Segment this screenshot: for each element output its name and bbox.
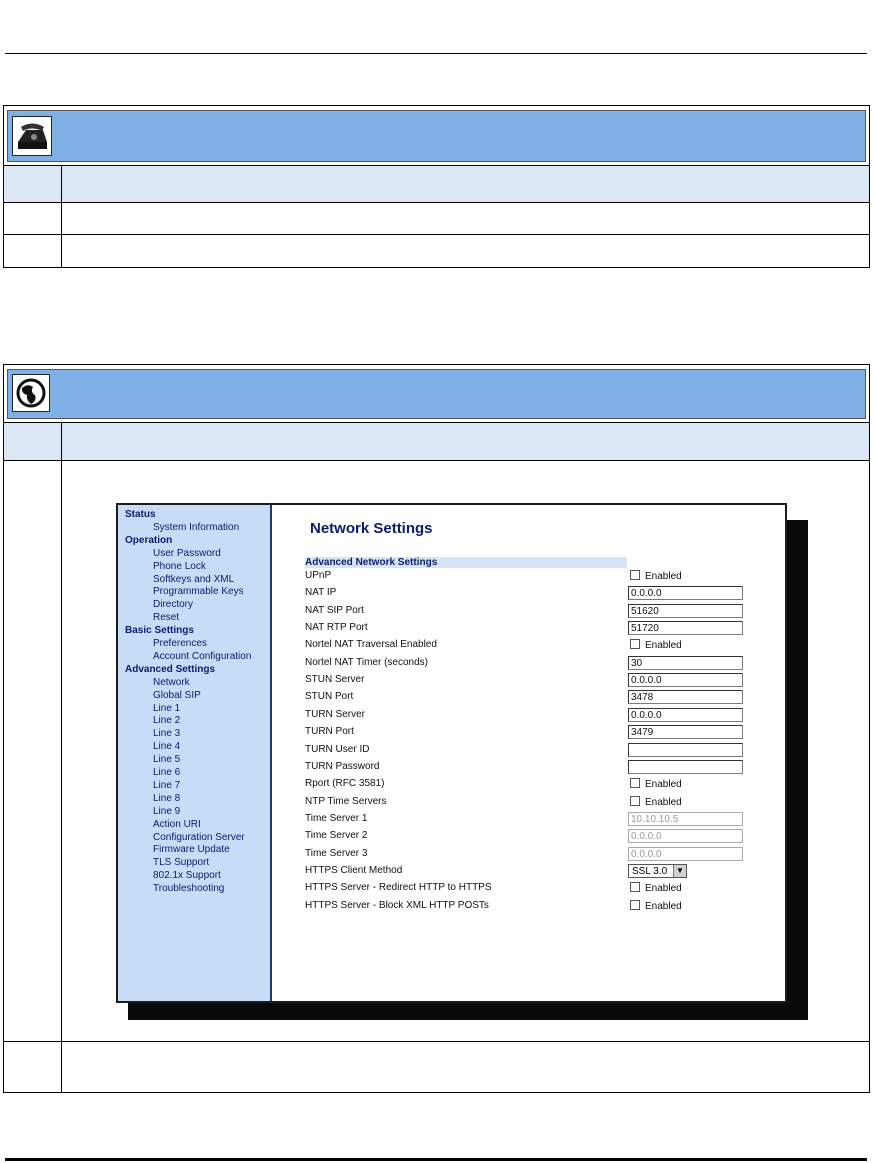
sidebar-item-firmware-update[interactable]: Firmware Update (153, 844, 230, 856)
nat-rtp-port-field[interactable]: 51720 (628, 621, 743, 635)
turn-port-field[interactable]: 3479 (628, 725, 743, 739)
web-ui-screenshot (116, 503, 787, 1003)
turn-server-field[interactable]: 0.0.0.0 (628, 708, 743, 722)
sidebar-item-basic-settings[interactable]: Basic Settings (125, 625, 194, 637)
sidebar-item-troubleshooting[interactable]: Troubleshooting (153, 883, 225, 895)
checkbox-box[interactable] (630, 570, 640, 580)
sidebar-item-tls-support[interactable]: TLS Support (153, 857, 210, 869)
checkbox-label: Enabled (645, 900, 682, 912)
sidebar-item-action-uri[interactable]: Action URI (153, 818, 201, 830)
rport-rfc-3581-checkbox[interactable] (630, 778, 682, 791)
nortel-nat-traversal-enabled-label: Nortel NAT Traversal Enabled (305, 639, 437, 651)
sidebar-item-line-4[interactable]: Line 4 (153, 741, 181, 753)
turn-user-id-field[interactable] (628, 743, 743, 757)
sidebar-item-reset[interactable]: Reset (153, 612, 180, 624)
footer-rule (5, 1158, 867, 1161)
checkbox-box[interactable] (630, 882, 640, 892)
globe-icon (12, 374, 50, 412)
network-settings-panel (272, 505, 785, 1001)
sidebar-item-user-password[interactable]: User Password (153, 547, 221, 559)
checkbox-box[interactable] (630, 900, 640, 910)
sidebar-item-programmable-keys[interactable]: Programmable Keys (153, 586, 244, 598)
page-title: Network Settings (310, 520, 433, 537)
sidebar-item-line-5[interactable]: Line 5 (153, 754, 181, 766)
sidebar-item-network[interactable]: Network (153, 676, 190, 688)
ntp-time-servers-label: NTP Time Servers (305, 795, 387, 807)
sidebar-nav (118, 505, 272, 1001)
table-row (4, 202, 869, 234)
upnp-label: UPnP (305, 570, 332, 581)
checkbox-box[interactable] (630, 796, 640, 806)
nortel-nat-timer-seconds-label: Nortel NAT Timer (seconds) (305, 656, 428, 668)
nat-sip-port-label: NAT SIP Port (305, 604, 364, 616)
nat-rtp-port-label: NAT RTP Port (305, 622, 368, 634)
sidebar-item-line-9[interactable]: Line 9 (153, 805, 181, 817)
chevron-down-icon[interactable]: ▼ (673, 865, 686, 877)
sidebar-item-line-8[interactable]: Line 8 (153, 792, 181, 804)
phone-icon (12, 116, 52, 156)
phone-ui-column-header (4, 165, 869, 202)
select-value: SSL 3.0 (632, 865, 668, 877)
sidebar-item-operation[interactable]: Operation (125, 534, 173, 546)
stun-server-label: STUN Server (305, 674, 365, 686)
nat-ip-label: NAT IP (305, 587, 337, 599)
checkbox-label: Enabled (645, 779, 682, 791)
web-ui-header (7, 369, 866, 419)
sidebar-item-preferences[interactable]: Preferences (153, 638, 207, 649)
https-server-redirect-http-to-https-label: HTTPS Server - Redirect HTTP to HTTPS (305, 882, 492, 894)
checkbox-box[interactable] (630, 639, 640, 649)
sidebar-item-directory[interactable]: Directory (153, 599, 194, 611)
nat-sip-port-field[interactable]: 51620 (628, 604, 743, 618)
nat-ip-field[interactable]: 0.0.0.0 (628, 586, 743, 600)
sidebar-item-advanced-settings[interactable]: Advanced Settings (125, 663, 216, 675)
https-server-block-xml-http-posts-label: HTTPS Server - Block XML HTTP POSTs (305, 899, 489, 911)
checkbox-label: Enabled (645, 640, 682, 652)
https-server-redirect-http-to-https-checkbox[interactable] (630, 882, 682, 895)
phone-ui-header (7, 110, 866, 162)
header-rule (5, 53, 867, 54)
checkbox-label: Enabled (645, 796, 682, 808)
ntp-time-servers-checkbox[interactable] (630, 796, 682, 809)
time-server-3-label: Time Server 3 (305, 847, 368, 859)
sidebar-item-line-2[interactable]: Line 2 (153, 715, 181, 727)
nortel-nat-timer-seconds-field[interactable]: 30 (628, 656, 743, 670)
turn-port-label: TURN Port (305, 726, 354, 738)
sidebar-item-softkeys-and-xml[interactable]: Softkeys and XML (153, 573, 235, 585)
sidebar-item-line-1[interactable]: Line 1 (153, 702, 181, 714)
sidebar-item-account-configuration[interactable]: Account Configuration (153, 650, 252, 662)
table-row (4, 1041, 869, 1092)
turn-password-label: TURN Password (305, 760, 380, 772)
time-server-2-label: Time Server 2 (305, 830, 368, 842)
turn-server-label: TURN Server (305, 708, 366, 720)
sidebar-item-system-information[interactable]: System Information (153, 521, 240, 533)
https-client-method-label: HTTPS Client Method (305, 864, 403, 876)
https-client-method-select[interactable] (628, 864, 687, 878)
turn-user-id-label: TURN User ID (305, 743, 370, 755)
upnp-checkbox[interactable] (630, 570, 682, 583)
checkbox-label: Enabled (645, 571, 682, 582)
sidebar-item-status[interactable]: Status (125, 509, 156, 520)
checkbox-label: Enabled (645, 883, 682, 895)
sidebar-item-line-3[interactable]: Line 3 (153, 728, 181, 740)
sidebar-item-configuration-server[interactable]: Configuration Server (153, 831, 245, 843)
sidebar-item-line-6[interactable]: Line 6 (153, 767, 181, 778)
stun-server-field[interactable]: 0.0.0.0 (628, 673, 743, 687)
sidebar-item-line-7[interactable]: Line 7 (153, 779, 181, 791)
time-server-3-field: 0.0.0.0 (628, 847, 743, 861)
https-server-block-xml-http-posts-checkbox[interactable] (630, 900, 682, 913)
phone-ui-table (3, 105, 870, 268)
time-server-2-field: 0.0.0.0 (628, 829, 743, 843)
sidebar-item-phone-lock[interactable]: Phone Lock (153, 560, 206, 572)
turn-password-field[interactable] (628, 760, 743, 774)
stun-port-label: STUN Port (305, 691, 354, 703)
web-ui-column-header (4, 422, 869, 460)
sidebar-item-global-sip[interactable]: Global SIP (153, 689, 201, 701)
checkbox-box[interactable] (630, 778, 640, 788)
table-row (4, 234, 869, 267)
rport-rfc-3581-label: Rport (RFC 3581) (305, 778, 385, 790)
section-title: Advanced Network Settings (305, 557, 627, 568)
stun-port-field[interactable]: 3478 (628, 690, 743, 704)
time-server-1-label: Time Server 1 (305, 812, 368, 824)
sidebar-item-802-1x-support[interactable]: 802.1x Support (153, 870, 221, 882)
time-server-1-field: 10.10.10.5 (628, 812, 743, 826)
nortel-nat-traversal-enabled-checkbox[interactable] (630, 639, 682, 652)
